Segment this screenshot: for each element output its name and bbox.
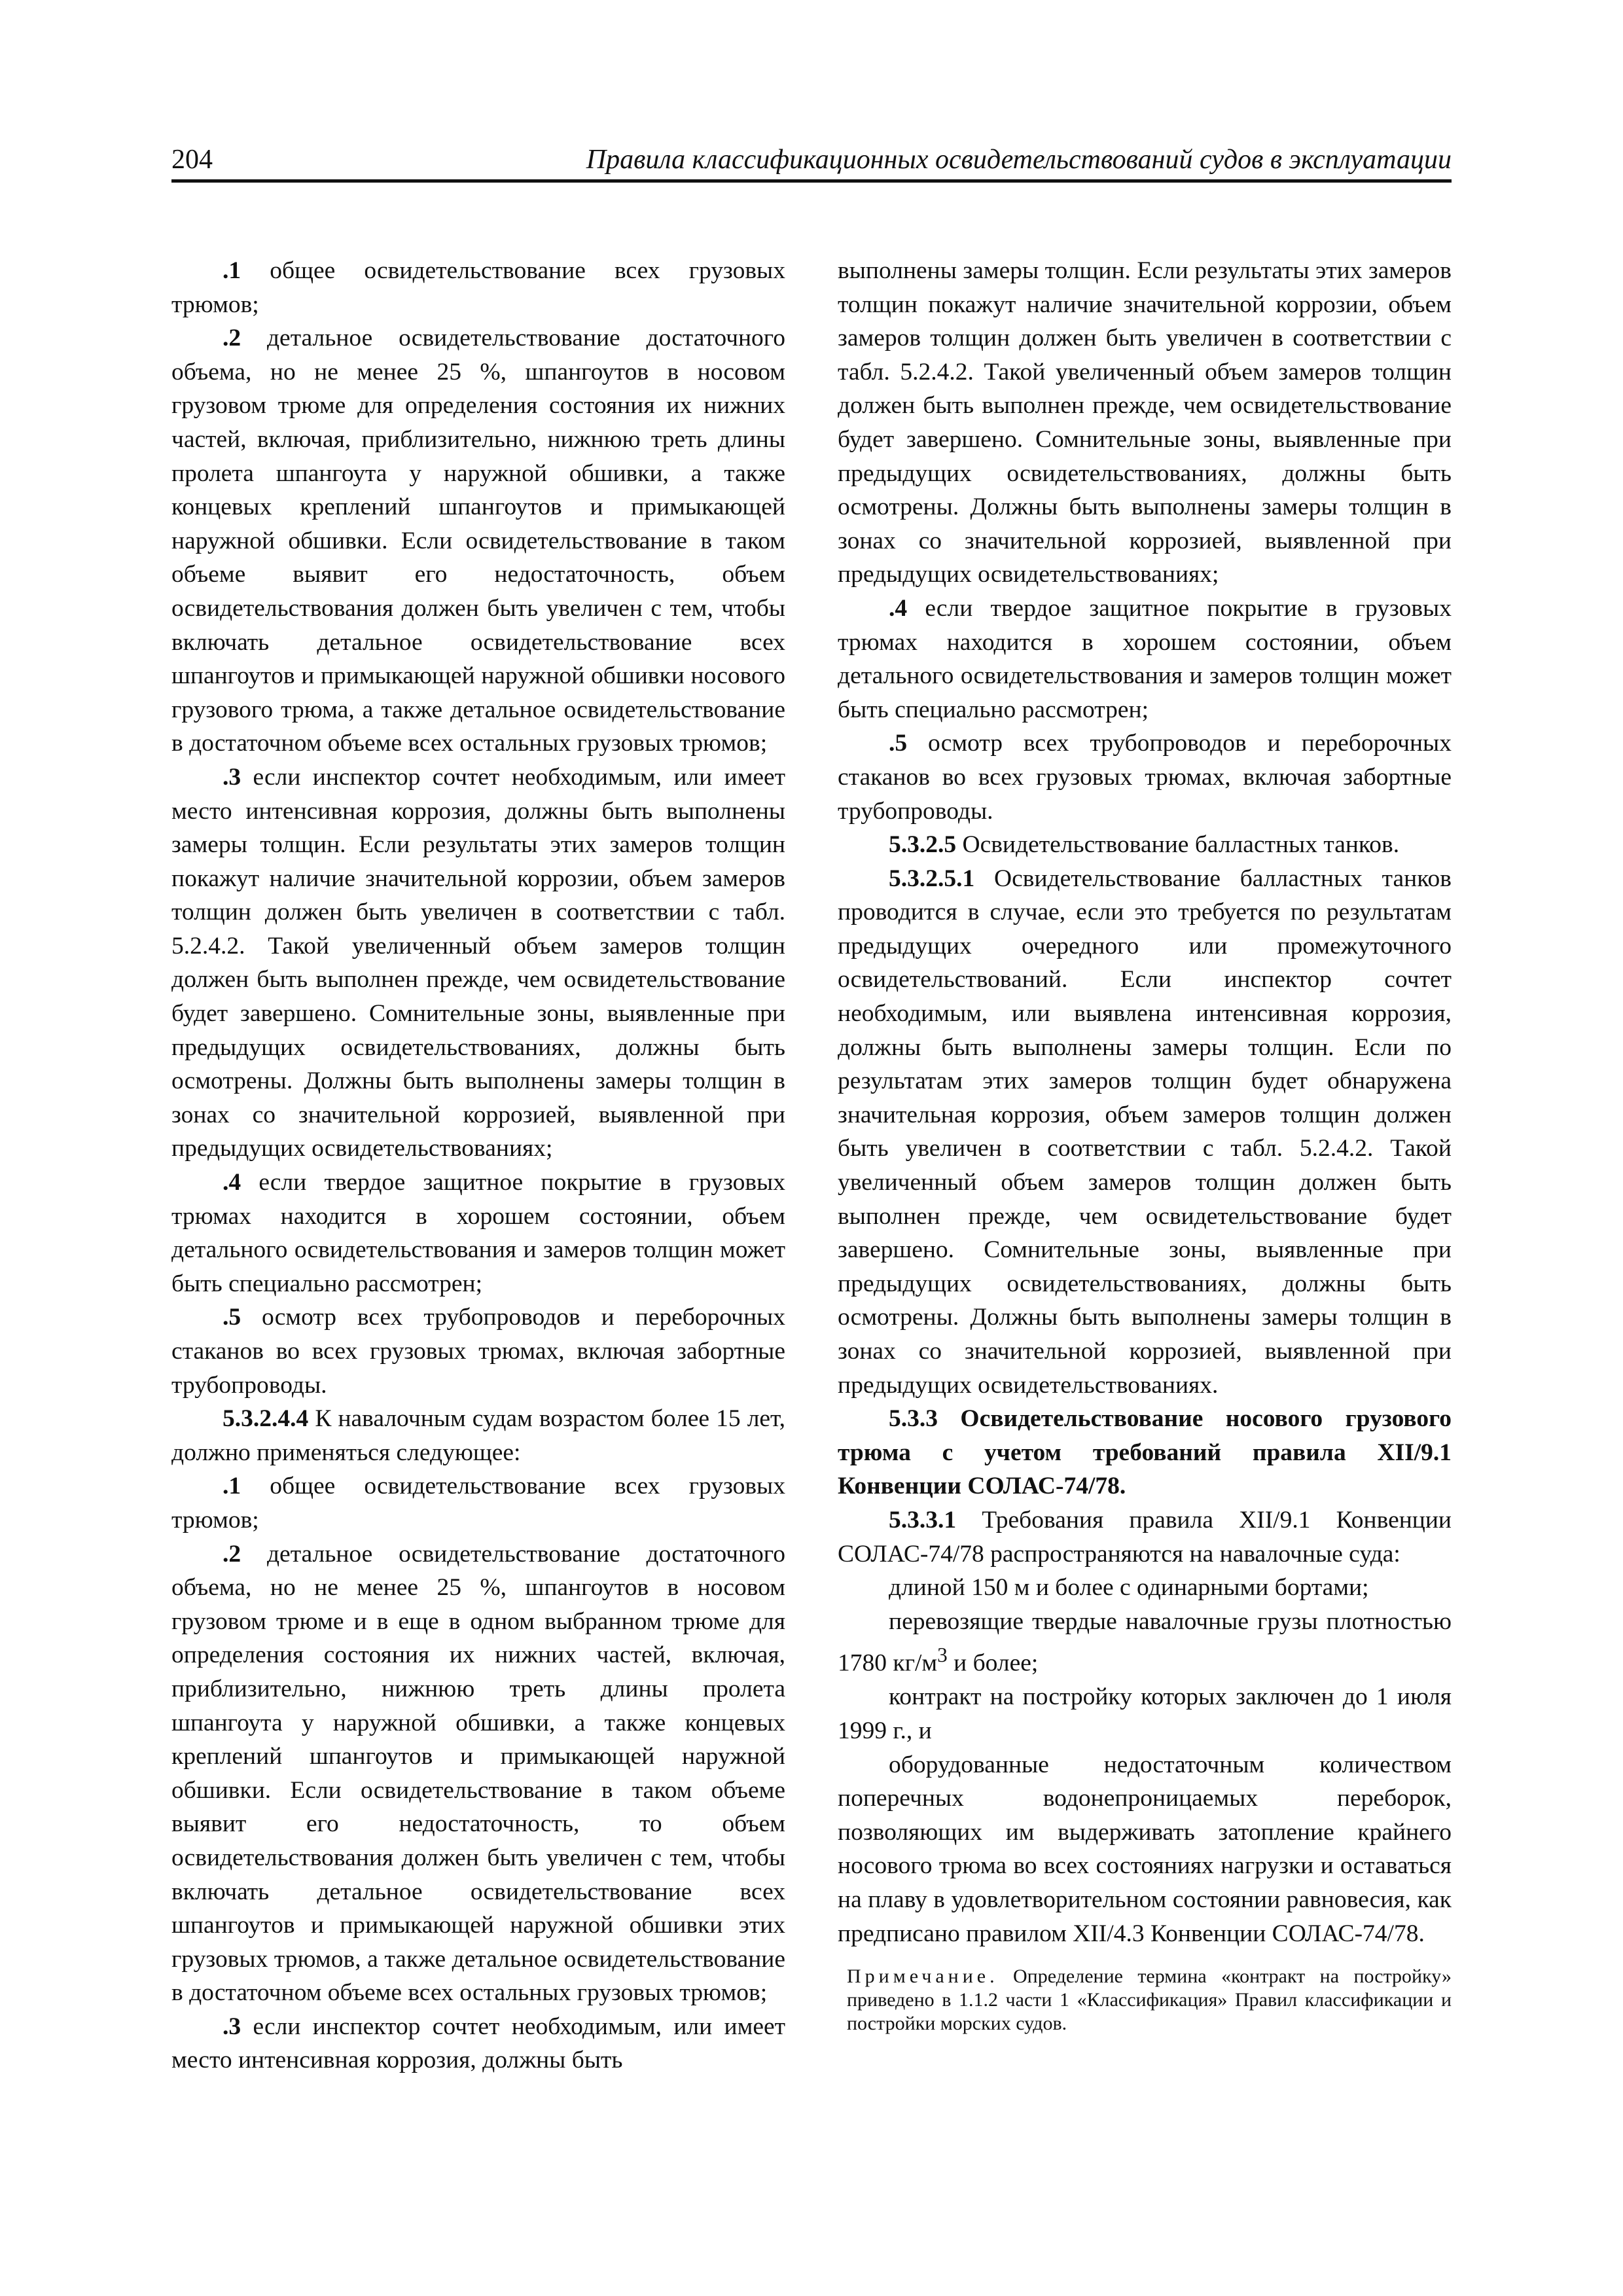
paragraph-text: осмотр всех трубопроводов и переборочных стаканов во всех грузовых трюмах, включая забортные трубопроводы. xyxy=(838,730,1452,825)
paragraph xyxy=(171,1300,785,1402)
item-number: .3 xyxy=(223,763,241,791)
paragraph xyxy=(171,1166,785,1300)
item-number: .1 xyxy=(223,1473,241,1500)
list-item-text: и более; xyxy=(947,1649,1039,1677)
list-item xyxy=(838,1605,1452,1681)
paragraph-text: общее освидетельствование всех грузовых трюмов; xyxy=(171,257,785,318)
paragraph xyxy=(171,321,785,761)
paragraph-text: если твердое защитное покрытие в грузовых трюмах находится в хорошем состоянии, объем детального освидетельствования и замеров толщин может быть специально рассмотрен; xyxy=(838,594,1452,723)
list-item: контракт на постройку которых заключен до 1 июля 1999 г., и xyxy=(838,1683,1452,1745)
paragraph xyxy=(838,862,1452,1403)
item-number: .1 xyxy=(223,257,241,284)
list-item: длиной 150 м и более с одинарными бортами; xyxy=(889,1574,1369,1602)
section-heading: 5.3.3 Освидетельствование носового грузового трюма с учетом требований правила XII/9.1 Конвенции СОЛАС-74/78. xyxy=(838,1405,1452,1500)
section-number: 5.3.3.1 xyxy=(889,1506,957,1534)
paragraph xyxy=(171,761,785,1166)
item-number: .2 xyxy=(223,1540,241,1568)
note-text: Определение термина «контракт на постройку» приведено в 1.1.2 части 1 «Классификация» Правил классификации и постройки морских судов. xyxy=(847,1965,1452,2035)
paragraph xyxy=(171,254,785,321)
list-item: оборудованные недостаточным количеством поперечных водонепроницаемых переборок, позволяющих им выдерживать затопление крайнего носового трюма во всех состояниях нагрузки и оставаться на плаву в удовлетворительном состоянии равновесия, как предписано правилом XII/4.3 Конвенции СОЛАС-74/78. xyxy=(838,1751,1452,1947)
list-item-text: перевозящие твердые навалочные грузы плотностью 1780 кг/м xyxy=(838,1607,1452,1677)
left-column xyxy=(171,254,785,2077)
page-header xyxy=(171,145,1452,183)
page-number: 204 xyxy=(171,145,213,175)
paragraph-text: осмотр всех трубопроводов и переборочных стаканов во всех грузовых трюмах, включая забортные трубопроводы. xyxy=(171,1304,785,1399)
item-number: .3 xyxy=(223,2013,241,2040)
paragraph xyxy=(838,726,1452,828)
section-number: 5.3.2.5 xyxy=(889,831,957,859)
paragraph-text: общее освидетельствование всех грузовых трюмов; xyxy=(171,1473,785,1534)
note xyxy=(838,1965,1452,2036)
paragraph xyxy=(838,592,1452,726)
paragraph xyxy=(838,828,1452,862)
paragraph-text: К навалочным судам возрастом более 15 лет, должно применяться следующее: xyxy=(171,1405,785,1466)
paragraph-text: если инспектор сочтет необходимым, или имеет место интенсивная коррозия, должны быть выполнены замеры толщин. Если результаты этих замеров толщин покажут наличие значительной коррозии, объем замеров толщин должен быть увеличен в соответствии с табл. 5.2.4.2. Такой увеличенный объем замеров толщин должен быть выполнен прежде, чем освидетельствование будет завершено. Сомнительные зоны, выявленные при предыдущих освидетельствованиях, должны быть осмотрены. Должны быть выполнены замеры толщин в зонах со значительной коррозией, выявленной при предыдущих освидетельствованиях; xyxy=(171,763,785,1162)
item-number: .4 xyxy=(223,1169,241,1196)
running-title: Правила классификационных освидетельствований судов в эксплуатации xyxy=(586,145,1452,175)
item-number: .4 xyxy=(889,594,908,622)
paragraph-text: Освидетельствование балластных танков проводится в случае, если это требуется по результатам предыдущих очередного или промежуточного освидетельствований. Если инспектор сочтет необходимым, или выявлена интенсивная коррозия, должны быть выполнены замеры толщин. Если по результатам этих замеров толщин будет обнаружена значительная коррозия, объем замеров толщин должен быть увеличен в соответствии с табл. 5.2.4.2. Такой увеличенный объем замеров толщин должен быть выполнен прежде, чем освидетельствование будет завершено. Сомнительные зоны, выявленные при предыдущих освидетельствованиях, должны быть осмотрены. Должны быть выполнены замеры толщин в зонах со значительной коррозией, выявленной при предыдущих освидетельствованиях. xyxy=(838,865,1452,1399)
paragraph-text: Освидетельствование балластных танков. xyxy=(956,831,1400,859)
paragraph-text: детальное освидетельствование достаточного объема, но не менее 25 %, шпангоутов в носовом грузовом трюме и в еще в одном выбранном трюме для определения состояния их нижних частей, включая, приблизительно, нижнюю треть длины пролета шпангоута у наружной обшивки, а также концевых креплений шпангоутов и примыкающей наружной обшивки. Если освидетельствование в таком объеме выявит его недостаточность, то объем освидетельствования должен быть увеличен с тем, чтобы включать детальное освидетельствование всех шпангоутов и примыкающей наружной обшивки этих грузовых трюмов, а также детальное освидетельствование в достаточном объеме всех остальных грузовых трюмов; xyxy=(171,1540,785,2007)
item-number: .5 xyxy=(223,1304,241,1331)
paragraph-text: Требования правила XII/9.1 Конвенции СОЛАС-74/78 распространяются на навалочные суда: xyxy=(838,1506,1452,1568)
paragraph-text: если твердое защитное покрытие в грузовых трюмах находится в хорошем состоянии, объем детального освидетельствования и замеров толщин может быть специально рассмотрен; xyxy=(171,1169,785,1297)
paragraph xyxy=(838,1503,1452,1571)
section-number: 5.3.2.4.4 xyxy=(223,1405,309,1433)
paragraph xyxy=(171,1402,785,1469)
superscript: 3 xyxy=(937,1643,948,1667)
item-number: .5 xyxy=(889,730,908,757)
right-column xyxy=(838,254,1452,2036)
paragraph-text: детальное освидетельствование достаточного объема, но не менее 25 %, шпангоутов в носовом грузовом трюме для определения состояния их нижних частей, включая, приблизительно, нижнюю треть длины пролета шпангоута у наружной обшивки, а также концевых креплений шпангоутов и примыкающей наружной обшивки. Если освидетельствование в таком объеме выявит его недостаточность, объем освидетельствования должен быть увеличен с тем, чтобы включать детальное освидетельствование всех шпангоутов и примыкающей наружной обшивки носового грузового трюма, а также детальное освидетельствование в достаточном объеме всех остальных грузовых трюмов; xyxy=(171,325,785,757)
note-label: Примечание. xyxy=(847,1965,999,1988)
paragraph xyxy=(171,2010,785,2077)
item-number: .2 xyxy=(223,325,241,352)
paragraph xyxy=(171,1537,785,2010)
paragraph: выполнены замеры толщин. Если результаты этих замеров толщин покажут наличие значительной коррозии, объем замеров толщин должен быть увеличен в соответствии с табл. 5.2.4.2. Такой увеличенный объем замеров толщин должен быть выполнен прежде, чем освидетельствование будет завершено. Сомнительные зоны, выявленные при предыдущих освидетельствованиях, должны быть осмотрены. Должны быть выполнены замеры толщин в зонах со значительной коррозией, выявленной при предыдущих освидетельствованиях; xyxy=(838,257,1452,588)
paragraph xyxy=(171,1469,785,1537)
section-number: 5.3.2.5.1 xyxy=(889,865,975,892)
paragraph-text: если инспектор сочтет необходимым, или имеет место интенсивная коррозия, должны быть xyxy=(171,2013,785,2074)
